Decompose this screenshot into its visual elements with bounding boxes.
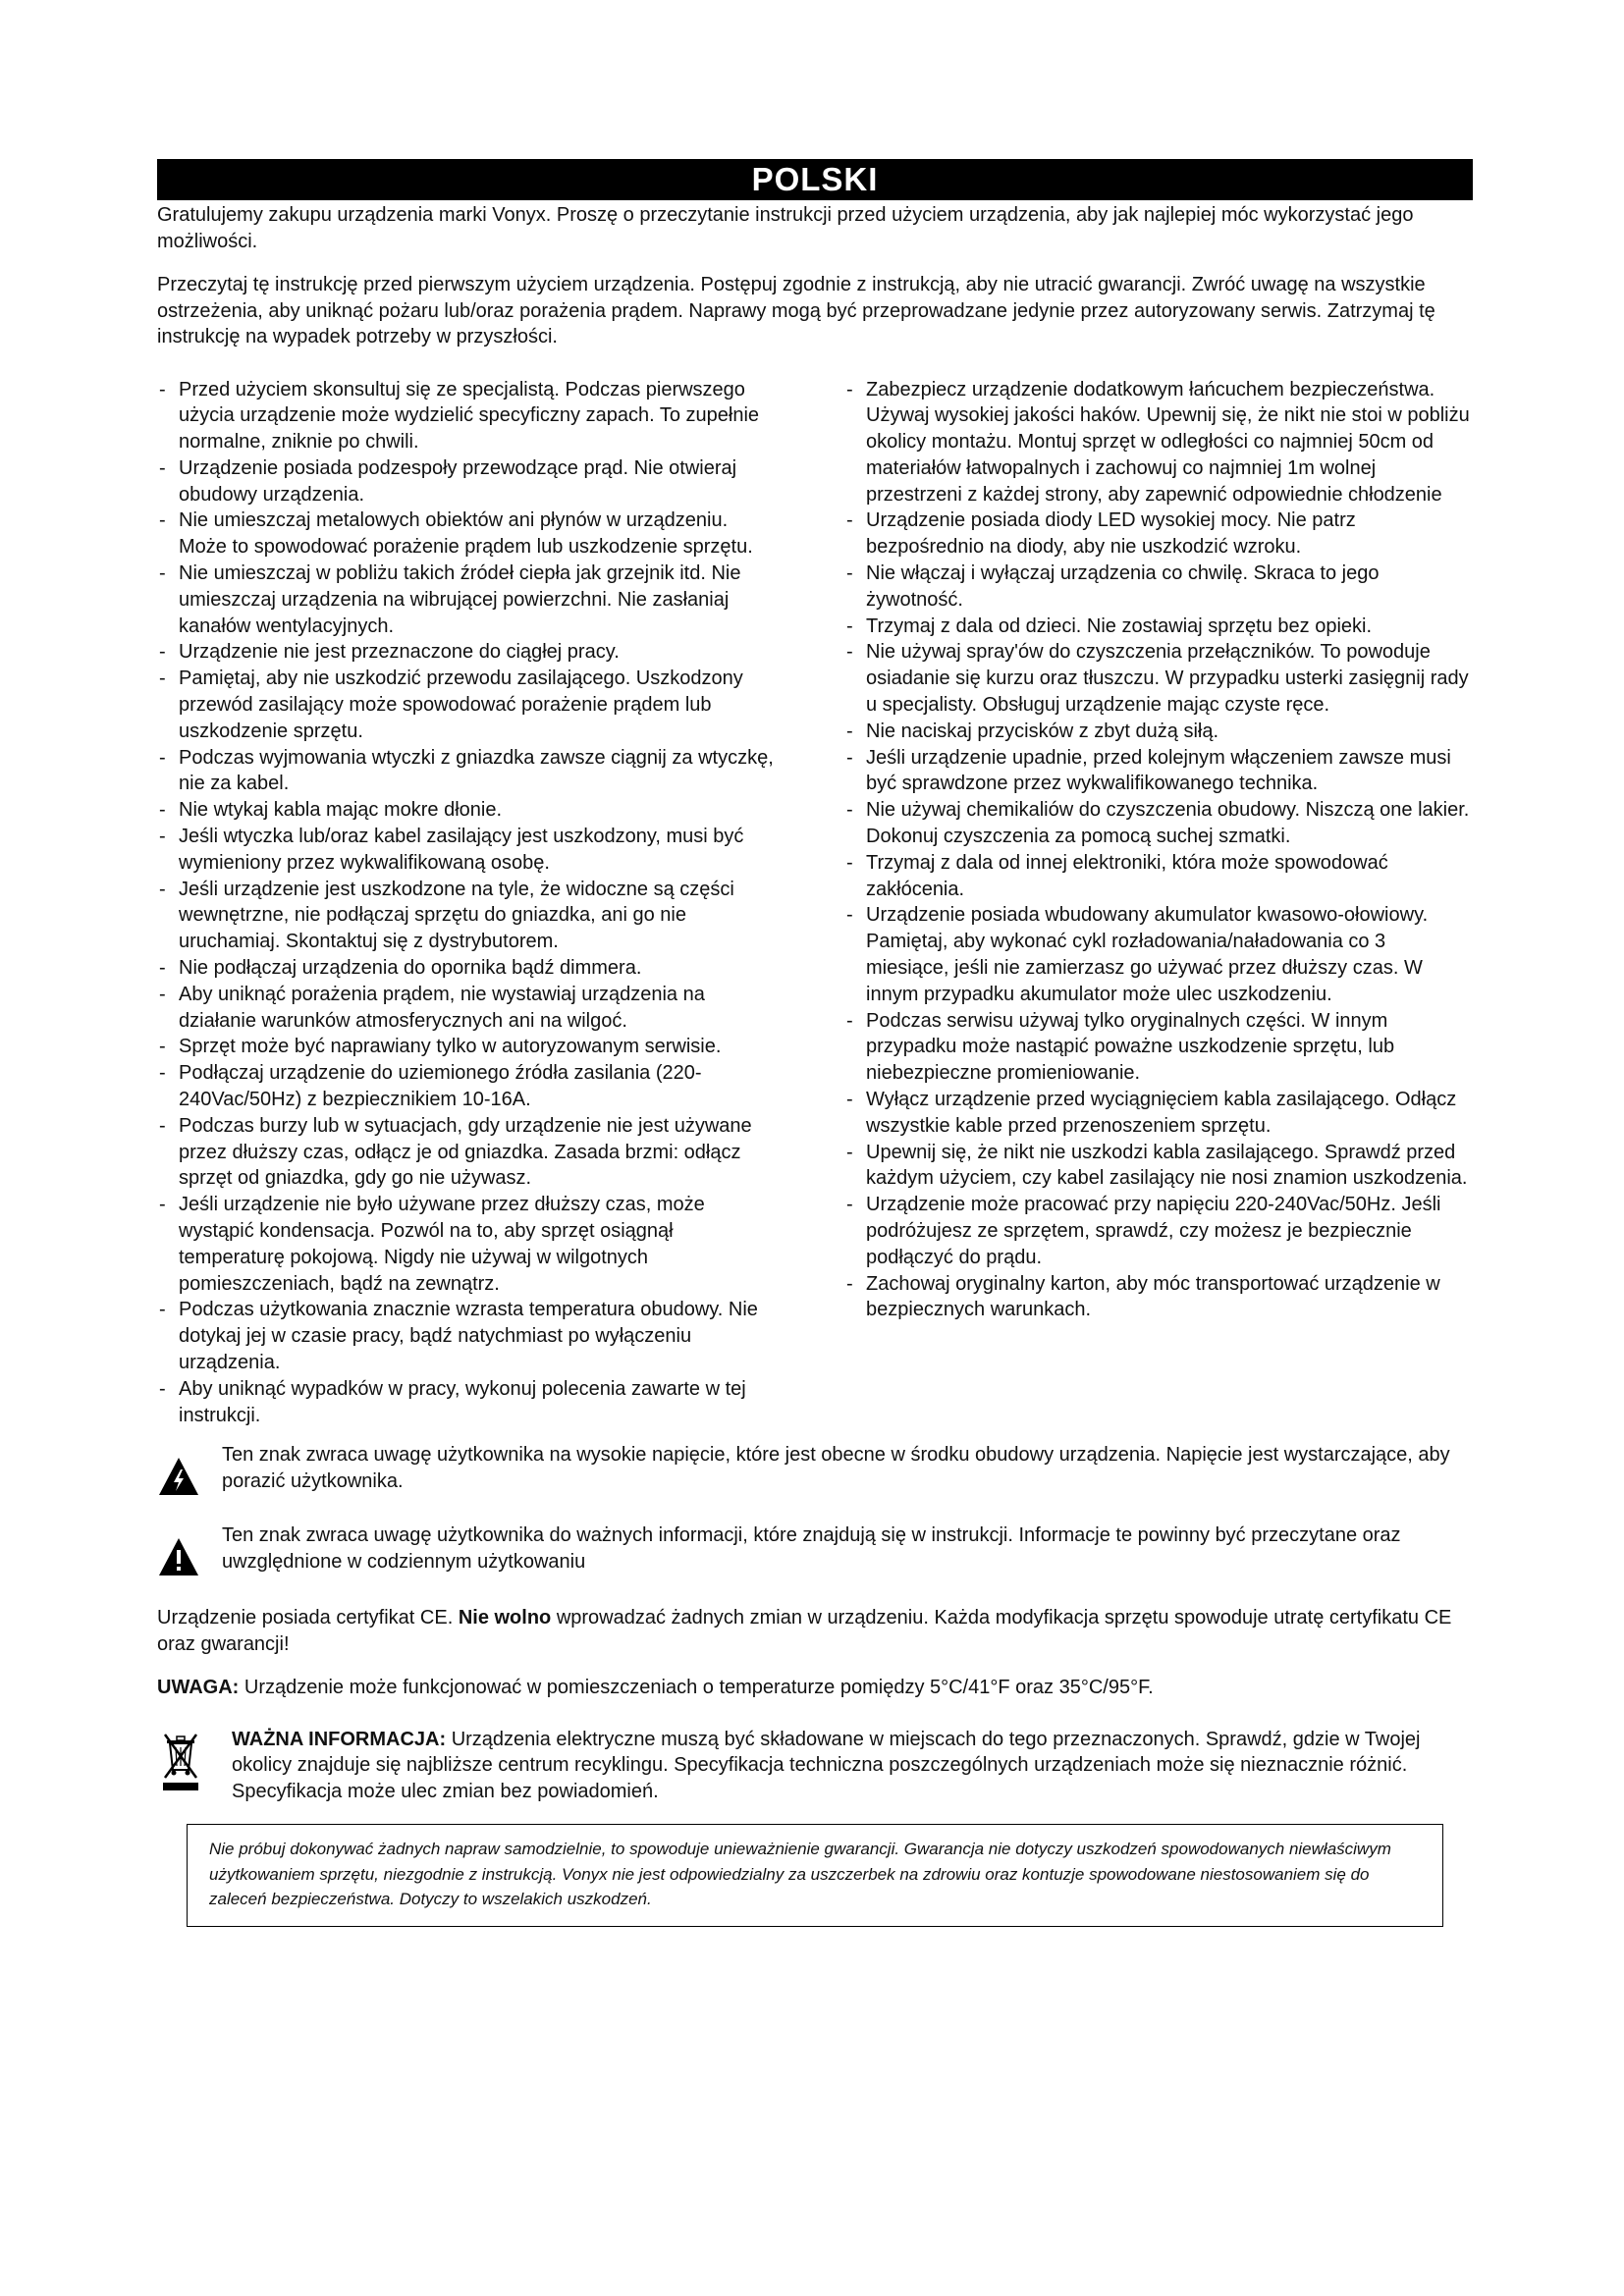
list-item: - Nie używaj chemikaliów do czyszczenia obudowy. Niszczą one lakier. Dokonuj czyszczenia za pomocą suchej szmatki. bbox=[844, 797, 1473, 850]
list-item: - Nie wtykaj kabla mając mokre dłonie. bbox=[157, 797, 776, 824]
list-item: - Jeśli wtyczka lub/oraz kabel zasilający jest uszkodzony, musi być wymieniony przez wykwalifikowaną osobę. bbox=[157, 824, 776, 877]
safety-list-left bbox=[157, 377, 776, 1429]
exclamation-warning-icon bbox=[157, 1536, 200, 1577]
list-item: - Nie naciskaj przycisków z zbyt dużą siłą. bbox=[844, 719, 1473, 745]
list-item: - Aby uniknąć wypadków w pracy, wykonuj polecenia zawarte w tej instrukcji. bbox=[157, 1376, 776, 1429]
list-item: - Jeśli urządzenie upadnie, przed kolejnym włączeniem zawsze musi być sprawdzone przez wykwalifikowanego technika. bbox=[844, 745, 1473, 798]
high-voltage-icon bbox=[157, 1456, 200, 1497]
list-item: - Nie umieszczaj metalowych obiektów ani płynów w urządzeniu. Może to spowodować porażenie prądem lub uszkodzenie sprzętu. bbox=[157, 507, 776, 561]
list-item: - Urządzenie może pracować przy napięciu 220-240Vac/50Hz. Jeśli podróżujesz ze sprzętem, sprawdź, czy możesz je bezpiecznie podłączyć do prądu. bbox=[844, 1192, 1473, 1270]
list-item: - Trzymaj z dala od innej elektroniki, która może spowodować zakłócenia. bbox=[844, 850, 1473, 903]
intro-read-first: Przeczytaj tę instrukcję przed pierwszym użyciem urządzenia. Postępuj zgodnie z instrukcją, aby nie utracić gwarancji. Zwróć uwagę na wszystkie ostrzeżenia, aby uniknąć pożaru lub/oraz porażenia prądem. Naprawy mogą być przeprowadzane jedynie przez autoryzowany serwis. Zatrzymaj tę instrukcję na wypadek potrzeby w przyszłości. bbox=[157, 274, 1435, 347]
list-item: - Podczas burzy lub w sytuacjach, gdy urządzenie nie jest używane przez dłuższy czas, odłącz je od gniazdka. Zasada brzmi: odłącz sprzęt od gniazdka, gdy go nie używasz. bbox=[157, 1113, 776, 1192]
uwaga-text: Urządzenie może funkcjonować w pomieszczeniach o temperaturze pomiędzy 5°C/41°F oraz 35°C/95°F. bbox=[244, 1677, 1154, 1699]
uwaga-label: UWAGA: bbox=[157, 1677, 240, 1699]
list-item: - Zabezpiecz urządzenie dodatkowym łańcuchem bezpieczeństwa. Używaj wysokiej jakości haków. Upewnij się, że nikt nie stoi w pobliżu okolicy montażu. Montuj sprzęt w odległości co najmniej 50cm od materiałów łatwopalnych i zachowuj co najmniej 1m wolnej przestrzeni z każdej strony, aby zapewnić odpowiednie chłodzenie bbox=[844, 377, 1473, 508]
list-item: - Zachowaj oryginalny karton, aby móc transportować urządzenie w bezpiecznych warunkach. bbox=[844, 1271, 1473, 1324]
high-voltage-text: Ten znak zwraca uwagę użytkownika na wysokie napięcie, które jest obecne w środku obudowy urządzenia. Napięcie jest wystarczające, aby porazić użytkownika. bbox=[222, 1444, 1450, 1492]
ce-bold: Nie wolno bbox=[458, 1607, 552, 1629]
list-item: - Aby uniknąć porażenia prądem, nie wystawiaj urządzenia na działanie warunków atmosferycznych ani na wilgoć. bbox=[157, 982, 776, 1035]
weee-section bbox=[157, 1727, 1473, 1805]
high-voltage-warning bbox=[157, 1442, 1473, 1497]
weee-label: WAŻNA INFORMACJA: bbox=[232, 1728, 447, 1750]
important-info-text: Ten znak zwraca uwagę użytkownika do ważnych informacji, które znajdują się w instrukcji. Informacje te powinny być przeczytane oraz uwzględnione w codziennym użytkowaniu bbox=[222, 1524, 1401, 1573]
list-item: - Sprzęt może być naprawiany tylko w autoryzowanym serwisie. bbox=[157, 1034, 776, 1060]
list-item: - Wyłącz urządzenie przed wyciągnięciem kabla zasilającego. Odłącz wszystkie kable przed przenoszeniem sprzętu. bbox=[844, 1087, 1473, 1140]
list-item: - Urządzenie posiada wbudowany akumulator kwasowo-ołowiowy. Pamiętaj, aby wykonać cykl rozładowania/naładowania co 3 miesiące, jeśli nie zamierzasz go używać przez dłuższy czas. W innym przypadku akumulator może ulec uszkodzeniu. bbox=[844, 902, 1473, 1007]
list-item: - Trzymaj z dala od dzieci. Nie zostawiaj sprzętu bez opieki. bbox=[844, 614, 1473, 640]
manual-page bbox=[157, 159, 1473, 1927]
list-item: - Nie włączaj i wyłączaj urządzenia co chwilę. Skraca to jego żywotność. bbox=[844, 561, 1473, 614]
list-item: - Nie podłączaj urządzenia do opornika bądź dimmera. bbox=[157, 955, 776, 982]
weee-text-block bbox=[232, 1727, 1473, 1805]
list-item: - Urządzenie posiada diody LED wysokiej mocy. Nie patrz bezpośrednio na diody, aby nie uszkodzić wzroku. bbox=[844, 507, 1473, 561]
language-banner: POLSKI bbox=[157, 159, 1473, 200]
list-item: - Nie umieszczaj w pobliżu takich źródeł ciepła jak grzejnik itd. Nie umieszczaj urządzenia na wibrującej powierzchni. Nie zasłaniaj kanałów wentylacyjnych. bbox=[157, 561, 776, 639]
list-item: - Podczas wyjmowania wtyczki z gniazdka zawsze ciągnij za wtyczkę, nie za kabel. bbox=[157, 745, 776, 798]
list-item: - Jeśli urządzenie nie było używane przez dłuższy czas, może wystąpić kondensacja. Pozwól na to, aby sprzęt osiągnął temperaturę pokojową. Nigdy nie używaj w wilgotnych pomieszczeniach, bądź na zewnątrz. bbox=[157, 1192, 776, 1297]
ce-certificate-note bbox=[157, 1605, 1473, 1657]
uwaga-note bbox=[157, 1675, 1473, 1701]
list-item: - Przed użyciem skonsultuj się ze specjalistą. Podczas pierwszego użycia urządzenie może wydzielić specyficzny zapach. To zupełnie normalne, zniknie po chwili. bbox=[157, 377, 776, 455]
list-item: - Nie używaj spray'ów do czyszczenia przełączników. To powoduje osiadanie się kurzu oraz tłuszczu. W przypadku usterki zasięgnij rady u specjalisty. Obsługuj urządzenie mając czyste ręce. bbox=[844, 639, 1473, 718]
weee-text: Urządzenia elektryczne muszą być składowane w miejscach do tego przeznaczonych. Sprawdź, gdzie w Twojej okolicy znajduje się najbliższe centrum recyklingu. Specyfikacja techniczna poszczególnych urządzeniach może się nieznacznie różnić. Specyfikacja może ulec zmian bez powiadomień. bbox=[232, 1728, 1421, 1802]
safety-columns bbox=[157, 377, 1473, 1429]
warranty-disclaimer: Nie próbuj dokonywać żadnych napraw samodzielnie, to spowoduje unieważnienie gwarancji. Gwarancja nie dotyczy uszkodzeń spowodowanych niewłaściwym użytkowaniem sprzętu, niezgodnie z instrukcją. Vonyx nie jest odpowiedzialny za uszczerbek na zdrowiu oraz kontuzje spowodowane niestosowaniem się do zaleceń bezpieczeństwa. Dotyczy to wszelakich uszkodzeń. bbox=[187, 1824, 1443, 1927]
ce-before: Urządzenie posiada certyfikat CE. bbox=[157, 1607, 454, 1629]
important-info-warning bbox=[157, 1522, 1473, 1577]
list-item: - Urządzenie posiada podzespoły przewodzące prąd. Nie otwieraj obudowy urządzenia. bbox=[157, 455, 776, 508]
list-item: - Jeśli urządzenie jest uszkodzone na tyle, że widoczne są części wewnętrzne, nie podłączaj sprzętu do gniazdka, ani go nie uruchamiaj. Skontaktuj się z dystrybutorem. bbox=[157, 877, 776, 955]
safety-column-left bbox=[157, 377, 776, 1429]
intro-congrats: Gratulujemy zakupu urządzenia marki Vonyx. Proszę o przeczytanie instrukcji przed użyciem urządzenia, aby jak najlepiej móc wykorzystać jego możliwości. bbox=[157, 204, 1414, 252]
list-item: - Podczas użytkowania znacznie wzrasta temperatura obudowy. Nie dotykaj jej w czasie pracy, bądź natychmiast po wyłączeniu urządzenia. bbox=[157, 1297, 776, 1375]
list-item: - Upewnij się, że nikt nie uszkodzi kabla zasilającego. Sprawdź przed każdym użyciem, czy kabel zasilający nie nosi znamion uszkodzenia. bbox=[844, 1140, 1473, 1193]
safety-column-right bbox=[844, 377, 1473, 1429]
safety-list-right bbox=[844, 377, 1473, 1324]
list-item: - Pamiętaj, aby nie uszkodzić przewodu zasilającego. Uszkodzony przewód zasilający może spowodować porażenie prądem lub uszkodzenie sprzętu. bbox=[157, 666, 776, 744]
list-item: - Podczas serwisu używaj tylko oryginalnych części. W innym przypadku może nastąpić poważne uszkodzenie sprzętu, lub niebezpieczne promieniowanie. bbox=[844, 1008, 1473, 1087]
list-item: - Urządzenie nie jest przeznaczone do ciągłej pracy. bbox=[157, 639, 776, 666]
weee-bin-icon bbox=[163, 1731, 198, 1791]
list-item: - Podłączaj urządzenie do uziemionego źródła zasilania (220-240Vac/50Hz) z bezpiecznikiem 10-16A. bbox=[157, 1060, 776, 1113]
ce-after: wprowadzać żadnych zmian w urządzeniu. Każda modyfikacja sprzętu spowoduje utratę certyfikatu CE oraz gwarancji! bbox=[157, 1607, 1452, 1655]
